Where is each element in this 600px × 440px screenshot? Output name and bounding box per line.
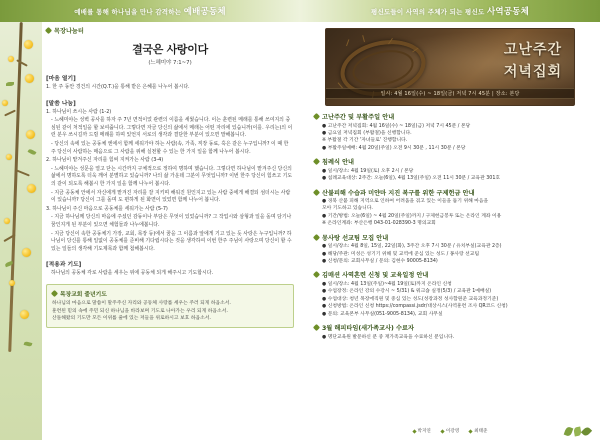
prayer-line: 산돌해왔의 기도만 모든 이위를 줄에 있는 저들을 위로하시고 보호 하옵소서. xyxy=(52,316,211,322)
block-line: - 느헤미야는 성문을 열고 닫는 시간까지 구체적으로 정하여 명하며 했습니다. 그렇다면 하나님이 맡겨주신 당신의 삶에서 명하도록 더욱 깨어 분별하고 있습니까? 나의 삶 가운데 그분이 무엇입니까? 이번 한주 당신이 힘쓰고 기도의 같이 되도록 해봅시 한 가지 일을 함께 나누어 봅시다. xyxy=(51,165,293,187)
announcement-line: ● 수업장정: 온라인 강의 수강시 ~ 5/31) & 워크숍 실정(5/3) / 교육관 1예배실) xyxy=(322,289,492,295)
block-line: 2. 하나님이 맡겨주신 자리를 힘써 지켜가는 사람 (3-4) xyxy=(46,157,164,164)
diamond-bullet-icon xyxy=(45,27,52,34)
leaf-icon xyxy=(24,341,33,347)
announcement-item xyxy=(314,157,586,182)
announcement-title-label: 침례식 안내 xyxy=(322,159,355,167)
announcement-line: ● 일시/장소: 4월 19일(토) 오후 2시 / 본당 xyxy=(322,168,414,174)
leaf-icon xyxy=(564,426,574,437)
block-line: - 지금 하나님께 당신의 마음에 주셨던 감동이나 부담은 무엇이 있었습니까? 그 작업시와 삼형과 일을 돌며 담기나 꿈인지게 된 부분이 있으면 체험들과 나누에봅니다. xyxy=(51,214,292,228)
left-page-header xyxy=(0,0,300,22)
graduate-name xyxy=(469,428,487,434)
blossom-icon xyxy=(22,248,31,257)
announcement-item xyxy=(314,112,586,152)
twig-graphic xyxy=(4,110,16,117)
blossom-icon xyxy=(8,56,14,62)
section-title-cellgroup xyxy=(46,26,294,35)
study-block xyxy=(46,259,294,278)
left-header-text xyxy=(74,5,226,17)
leaf-decoration xyxy=(565,427,590,436)
prayer-box-title-label: 목장교회 줄년기도 xyxy=(60,291,107,298)
diamond-bullet-icon xyxy=(440,429,444,433)
graduate-name-label: 이강영 xyxy=(445,429,460,434)
blossom-icon xyxy=(26,130,35,139)
announcement-item xyxy=(314,188,586,228)
announcement-title-label: 고난주간 및 부활주일 안내 xyxy=(322,114,395,121)
prayer-line: 훈련된 믿의 속에 주민 되신 하나님을 바라보며 기도로 나아가는 우리 되게 하옵소서. xyxy=(52,308,228,314)
blossom-icon xyxy=(9,280,15,286)
announcement-title-label: 3월 해피타임(새가족교사) 수료자 xyxy=(322,325,414,333)
announcement-line: ● 금요일 저녁집회 (부활절)을 신행합니다. xyxy=(322,130,412,136)
announcement-line: ● 침례교육대상: 2주간: 오늘(6일), 4월 13일(주일) 오전 11시 30분 / 교육관 301호 xyxy=(322,176,501,182)
poster-line1: 고난주간 xyxy=(503,42,562,58)
blossom-icon xyxy=(4,218,10,224)
twig-graphic xyxy=(16,169,30,176)
block-heading: [적용과 기도] xyxy=(46,262,82,269)
prayer-line: 하나님의 마음으로 말씀이 말주주신 자리와 공동체 사랑를 세우는 주러 되게 하옵소서. xyxy=(52,300,231,306)
right-header-emphasis: 사역공동체 xyxy=(486,7,530,17)
announcement-line: ● 기간/방법: 오늘(6일) ~ 4월 20일(주일)까지 / 구제헌금봉투 또는 온라인 계좌 이용 xyxy=(322,213,502,219)
announcement-line: ※ 온라인계좌: 부산은행 043-01-028390-3 명의교회 xyxy=(322,221,436,227)
diamond-bullet-icon xyxy=(313,324,320,331)
graduate-name-label: 박지연 xyxy=(417,429,431,434)
section-title-label: 목장나눔터 xyxy=(54,28,84,35)
block-line: - 당신의 속에 있는 공동체 엔에서 함께 세워가야 하는 사람(속, 가족, 직장 동료, 혹은 같은 누구입니까? 이 때 한 주 당신이 사람하는 매음으로 그 사람을 위해 실천할 수 있는 한 가지 일을 함께 나누어 봅시다. xyxy=(51,140,289,155)
right-page-header xyxy=(300,0,600,22)
right-header-text xyxy=(371,5,529,17)
diamond-bullet-icon xyxy=(412,429,416,433)
blossom-icon xyxy=(6,154,12,160)
blossom-icon xyxy=(25,74,34,83)
block-line: 3. 하나님이 주신 마음으로 공동체를 세워가는 사람 (5-7) xyxy=(46,205,168,212)
prayer-box xyxy=(46,284,294,328)
blossom-icon xyxy=(27,184,36,193)
graduate-name xyxy=(441,428,459,434)
announcement-title xyxy=(314,270,586,279)
poster-line2: 저녁집회 xyxy=(503,64,562,80)
announcement-line: ● 해당/주관: 미성은 성기기 위해 및 교역에 준심 있는 성도 / 몽사랑 선교팀 xyxy=(322,251,480,257)
announcement-title xyxy=(314,233,586,242)
right-page xyxy=(300,0,600,440)
graduate-names-row xyxy=(300,428,600,434)
left-header-emphasis: 예배공동체 xyxy=(183,7,226,17)
branch-graphic xyxy=(8,22,23,352)
blossom-icon xyxy=(24,40,33,49)
blossom-icon xyxy=(20,310,29,319)
announcement-line: ● 신청/문의: 교회사무실 / 문의: 김현수 90005-8134) xyxy=(322,259,438,265)
announcement-title-label: 산불피해 수습과 미얀마 지진 복구를 위한 구제헌금 안내 xyxy=(322,189,475,197)
diamond-bullet-icon xyxy=(469,429,473,433)
leaf-icon xyxy=(6,82,14,86)
diamond-bullet-icon xyxy=(313,113,320,120)
sermon-reference: (느헤미야 7:1~7) xyxy=(148,60,192,66)
graduate-name-label: 최태준 xyxy=(474,429,488,434)
diamond-bullet-icon xyxy=(313,234,320,241)
announcement-line: ※ 부활절 각 기간 '자녀들로' 진행합니다. xyxy=(322,138,408,144)
study-block xyxy=(46,73,294,92)
announcement-line: 모아 기도하고 있습니다. xyxy=(322,206,373,212)
block-heading: [말씀 나눔] xyxy=(46,100,76,107)
block-line: - 지금 공동체 안에서 자신에게 맡겨진 자리를 잘 지키며 해워진 원인지고 있는 사람 중에게 해결되 섬더시는 사람이 있습니까? 당신이 그를 돌며 도 편하게 된 화면이 있었면 함께 나누어 봅니다. xyxy=(51,189,291,204)
announcement-title xyxy=(314,188,586,197)
blossom-icon xyxy=(2,100,8,106)
announcement-item xyxy=(314,233,586,266)
leaf-icon xyxy=(28,148,37,155)
announcement-line: ● 일시/장소: 4월 8일, 15일, 22일(화), 3주간 오후 7시 30분 / 유치부실(교육관 2층) xyxy=(322,244,502,250)
diamond-bullet-icon xyxy=(313,188,320,195)
block-line: 1. 한 주 동안 경건의 시간(Q.T.)을 통해 받은 은혜를 나누어 봅시다. xyxy=(46,84,190,90)
left-header-prefix: 예배를 통해 하나님을 만나 감격하는 xyxy=(74,8,182,16)
announcement-title xyxy=(314,112,586,121)
block-line: - 느헤미야는 성벽 공사를 하자 주 7년 면적이었 관련의 이름을 세웠습니다. 이는 훈련된 메래를 통해 쓰여지의 중심된 같이 처적일을 할 보여줍니다. 그렇다면 자금 당신의 삶에서 메래는 어떤 자리에 있습니까(이를. 우리는)의 이런 분우 쓰시길까 드릴 메래를 하며 있언지 서로의 생각과 결단한 부분이 있으면 말해봅니다. xyxy=(51,117,293,139)
diamond-bullet-icon xyxy=(313,271,320,278)
block-line: - 지금 당신이 속한 공동체기 가장, 교회, 목장 등)에서 꿈을 그 이름과 앞에게 기고 있는 듯 사랑은 누구입니까? 하나님이 당신를 통해 일없이 공동체를 준비해 기다립시다는 것을 생각하여 이번 한주 주님이 사랑으며 당신이 할 수 있는 일들의 생각해 기도제목과 함께 첨해봅시다. xyxy=(51,230,292,252)
event-poster xyxy=(325,28,575,106)
announcement-title xyxy=(314,157,586,166)
study-block xyxy=(46,98,294,254)
graduate-name xyxy=(413,428,431,434)
poster-text xyxy=(504,39,562,81)
block-heading: [마음 열기] xyxy=(46,76,76,82)
right-header-prefix: 평신도들이 사역의 주체가 되는 평신도 xyxy=(370,8,485,16)
diamond-bullet-icon xyxy=(313,158,320,165)
announcement-title xyxy=(314,323,586,332)
announcement-item xyxy=(314,270,586,318)
announcement-line: ● 고난주간 저녁집회: 4월 16일(수) ~ 18일(금) 저녁 7시 45분 / 본당 xyxy=(322,123,471,129)
announcement-line: ● 수업대상: 청년 목장에직원 및 중심 있는 성도(성장과정 성사합원준 교육과정기준) xyxy=(322,296,499,302)
announcement-item xyxy=(314,323,586,341)
announcement-line: ● 경북 산불 피해 지역으로 인하여 어려움을 겪고 있는 이들을 돕기 위해 마음을 xyxy=(322,199,489,205)
sermon-title: 결국은 사랑이다 xyxy=(132,43,208,56)
announcement-line[interactable]: ● 신청방법: 온라인 신청 https://compassi.jsdr/대상시스(사역훈련 조사 QR코드 신청) xyxy=(322,304,508,310)
announcement-line: ● 문의: 교육본부 사무실(051-9005-8134), 교회 사무실 xyxy=(322,311,443,317)
announcement-title-label: 몽사랑 선교팀 모집 안내 xyxy=(322,234,389,242)
poster-info-bar xyxy=(326,88,574,99)
announcement-title-label: 김매션 사역혼련 신청 및 교육일정 안내 xyxy=(322,272,429,280)
announcement-line: ● 부활주일예배: 4월 20일(주일) 오전 9시 30분 , 11시 30분 / 본당 xyxy=(322,145,466,151)
block-line: 1. 하나님이 쓰시는 사람 (1-2) xyxy=(46,108,112,115)
block-line: 하나님의 공동체 각로 사람을 세우는 위에 공동체 되게 해주시고 기도합시다. xyxy=(51,270,214,277)
prayer-box-title xyxy=(52,289,288,298)
floral-decoration-band xyxy=(0,22,42,440)
poster-info-text: 일시: 4월 16일(수) ~ 18일(금) 저녁 7시 45분 | 장소: 본당 xyxy=(380,91,520,97)
left-content xyxy=(46,26,294,328)
diamond-bullet-icon xyxy=(51,290,58,297)
announcement-line: ● 일시/장소: 4월 13일(주일)~4월 19일(토)까지 온라인 신청 xyxy=(322,281,452,287)
announcements-list xyxy=(300,106,600,341)
announcement-line: ● 명단교육원 발문하신 분 중 재가족교육을 수료하신 분입니다. xyxy=(322,334,455,340)
